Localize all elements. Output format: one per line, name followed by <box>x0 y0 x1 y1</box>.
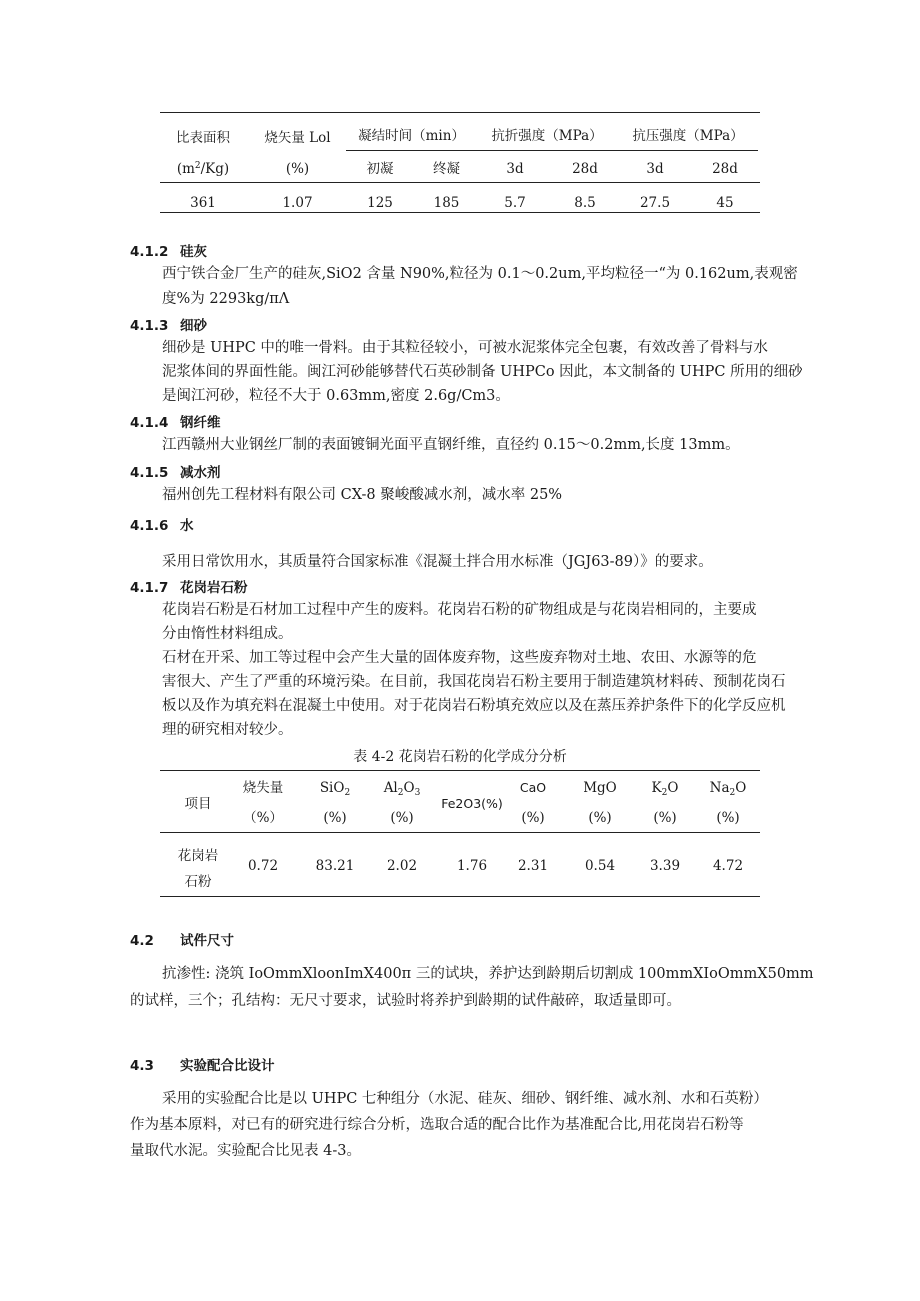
table-cell: 4.72 <box>712 858 744 874</box>
header-cao-unit: (%) <box>521 810 545 826</box>
paragraph-line: 作为基本原料，对已有的研究进行综合分析，选取合适的配合比作为基准配合比,用花岗岩石粉等 <box>130 1117 744 1133</box>
paragraph-line: 害很大、产生了严重的环境污染。在目前，我国花岗岩石粉主要用于制造建筑材料砖、预制花岗石 <box>162 674 786 690</box>
header-compressive-strength: 抗压强度（MPa） <box>632 128 744 144</box>
table-cell: 83.21 <box>315 858 355 874</box>
header-sio2: SiO$_2$ <box>319 780 351 798</box>
table-bottom-rule <box>160 896 760 897</box>
section-heading-4-1-2: 4.1.2 硅灰 <box>130 244 207 260</box>
header-final-set: 终凝 <box>433 161 460 177</box>
section-heading-4-1-3: 4.1.3 细砂 <box>130 318 207 334</box>
header-loss: 烧失量 <box>242 780 284 796</box>
paragraph-line: 抗渗性: 浇筑 IoOmmXloonImX400π 三的试块，养护达到龄期后切割成 100mmXIoOmmX50mm <box>162 966 814 982</box>
unit-specific-area: $(m^2/Kg)$ <box>176 161 230 177</box>
header-mgo: MgO <box>583 780 617 796</box>
paragraph-line: 泥浆体间的界面性能。闽江河砂能够替代石英砂制备 UHPCo 因此，本文制备的 UHPC 所用的细砂 <box>162 364 803 380</box>
header-item: 项目 <box>184 796 212 812</box>
header-loss-on-ignition: 烧矢量 Lol <box>264 130 331 146</box>
header-sio2-unit: (%) <box>323 810 347 826</box>
table-top-rule <box>160 112 760 113</box>
section-heading-4-1-6: 4.1.6 水 <box>130 518 194 534</box>
paragraph-line: 石材在开采、加工等过程中会产生大量的固体废弃物，这些废弃物对土地、农田、水源等的危 <box>162 650 757 666</box>
section-heading-4-1-4: 4.1.4 钢纤维 <box>130 415 221 431</box>
header-al2o3-unit: (%) <box>390 810 414 826</box>
table-cell: 2.31 <box>517 858 549 874</box>
header-group-rule <box>346 150 758 151</box>
paragraph-line: 板以及作为填充料在混凝土中使用。对于花岗岩石粉填充效应以及在蒸压养护条件下的化学反应机 <box>162 698 786 714</box>
paragraph-line: 理的研究相对较少。 <box>162 722 293 738</box>
header-bottom-rule <box>160 832 760 833</box>
table-cell: 45 <box>716 195 734 211</box>
header-mgo-unit: (%) <box>588 810 612 826</box>
paragraph-line: 福州创先工程材料有限公司 CX-8 聚峻酸减水剂，减水率 25% <box>162 487 563 503</box>
table-cell: 0.54 <box>584 858 616 874</box>
table-cell: 2.02 <box>386 858 418 874</box>
header-specific-area: 比表面积 <box>176 130 230 146</box>
header-al2o3: $Al_2O_3$ <box>383 780 421 798</box>
header-na2o: $Na_2O$ <box>709 780 747 798</box>
table-top-rule <box>160 770 760 771</box>
section-heading-4-1-5: 4.1.5 减水剂 <box>130 465 221 481</box>
header-fe2o3: Fe2O3(%) <box>441 796 503 811</box>
header-flexural-28d: 28d <box>572 161 598 177</box>
table-cell: 1.76 <box>456 858 488 874</box>
table-cell: 27.5 <box>639 195 671 211</box>
header-compressive-3d: 3d <box>646 161 664 177</box>
header-compressive-28d: 28d <box>712 161 738 177</box>
paragraph-line: 细砂是 UHPC 中的唯一骨料。由于其粒径较小，可被水泥浆体完全包裹，有效改善了骨料与水 <box>162 340 768 356</box>
paragraph-line: 分由惰性材料组成。 <box>162 626 293 642</box>
row-label: 花岗岩 <box>177 848 219 864</box>
header-flexural-strength: 抗折强度（MPa） <box>491 128 603 144</box>
table-bottom-rule <box>160 212 760 213</box>
paragraph-line: 花岗岩石粉是石材加工过程中产生的废料。花岗岩石粉的矿物组成是与花岗岩相同的，主要成 <box>162 602 757 618</box>
paragraph-line: 采用日常饮用水，其质量符合国家标准《混凝土拌合用水标准（JGJ63-89）》的要求。 <box>162 554 713 570</box>
header-na2o-unit: (%) <box>716 810 740 826</box>
table-cell: 0.72 <box>247 858 279 874</box>
paragraph-line: 量取代水泥。实验配合比见表 4-3。 <box>130 1143 361 1159</box>
section-heading-4-3: 4.3 实验配合比设计 <box>130 1058 275 1074</box>
section-heading-4-1-7: 4.1.7 花岗岩石粉 <box>130 580 248 596</box>
header-k2o: $K_2O$ <box>651 780 679 798</box>
paragraph-line: 度%为 2293kg∕πΛ <box>162 291 290 307</box>
header-setting-time: 凝结时间（min） <box>358 128 465 144</box>
paragraph-line: 西宁铁合金厂生产的硅灰,SiO2 含量 N90%,粒径为 0.1～0.2um,平均粒径一“为 0.162um,表观密 <box>162 266 798 282</box>
table-cell: 185 <box>433 195 460 211</box>
header-initial-set: 初凝 <box>366 161 394 177</box>
table-cell: 361 <box>190 195 216 211</box>
paragraph-line: 江西赣州大业钢丝厂制的表面镀铜光面平直钢纤维，直径约 0.15～0.2mm,长度 13mm。 <box>162 437 740 453</box>
table-cell: 5.7 <box>504 195 526 211</box>
table-cell: 1.07 <box>282 195 313 211</box>
header-loss-unit: （%） <box>243 810 283 826</box>
paragraph-line: 采用的实验配合比是以 UHPC 七种组分（水泥、硅灰、细砂、钢纤维、减水剂、水和石英粉） <box>162 1091 768 1107</box>
table-caption: 表 4-2 花岗岩石粉的化学成分分析 <box>353 749 567 765</box>
header-flexural-3d: 3d <box>506 161 524 177</box>
header-bottom-rule <box>160 182 760 183</box>
paragraph-line: 的试样，三个；孔结构：无尺寸要求，试验时将养护到龄期的试件敲碎，取适量即可。 <box>130 993 681 1009</box>
paragraph-line: 是闽江河砂，粒径不大于 0.63mm,密度 2.6g∕Cm3。 <box>162 388 510 404</box>
unit-loss: (%) <box>285 161 310 177</box>
section-heading-4-2: 4.2 试件尺寸 <box>130 933 234 949</box>
header-k2o-unit: (%) <box>653 810 677 826</box>
table-cell: 8.5 <box>574 195 596 211</box>
row-label: 石粉 <box>184 874 212 890</box>
header-cao: CaO <box>519 780 547 795</box>
table-cell: 125 <box>367 195 393 211</box>
table-cell: 3.39 <box>649 858 681 874</box>
